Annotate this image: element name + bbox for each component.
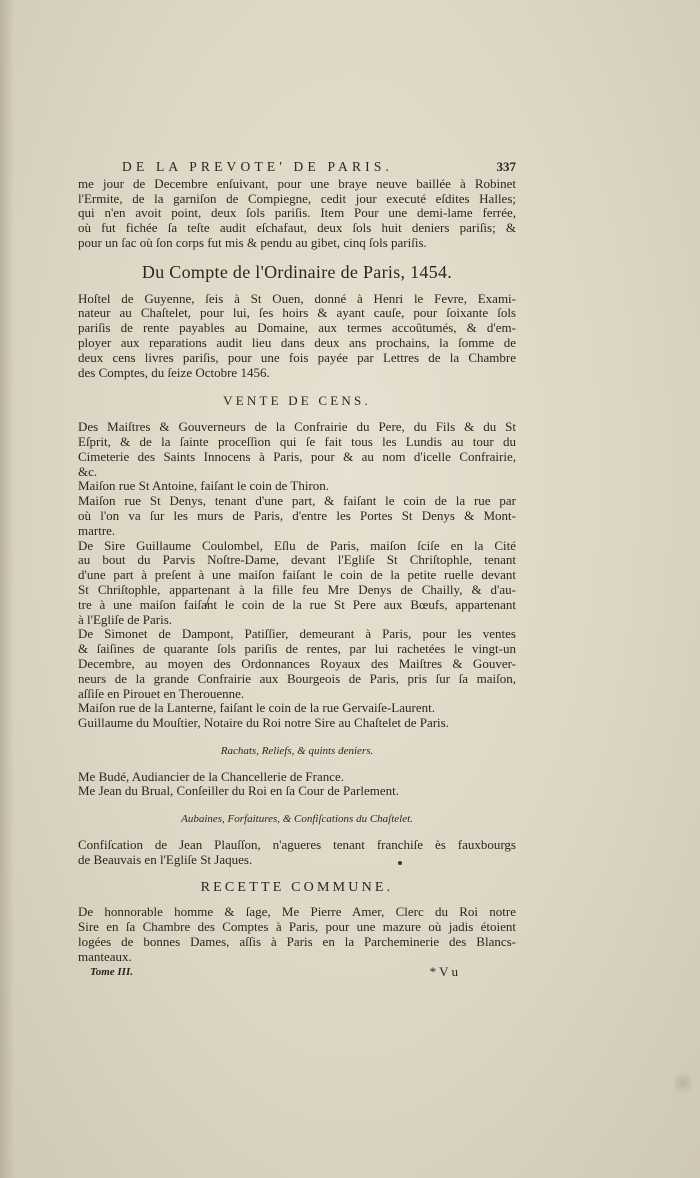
text-line: &c. — [78, 463, 98, 479]
text-line: manteaux. — [78, 948, 132, 964]
text-line: aſſiſe en Pirouet en Therouenne. — [78, 685, 245, 701]
dampont-entry — [78, 627, 516, 701]
running-title: DE LA PREVOTE' DE PARIS. — [122, 159, 394, 174]
text-line: St Chriſtophle, appartenant à la fille feu Mre Denys de Chailly, & d'au- — [78, 581, 516, 597]
maison-lanterne-entry — [78, 701, 516, 716]
bude-entry — [78, 770, 516, 785]
text-line: qui n'en avoit point, deux ſols pariſis. Item Pour une demi-lame ferrée, — [78, 205, 516, 221]
page-footer — [78, 965, 516, 980]
text-line: à l'Egliſe de Paris. — [78, 611, 173, 627]
hostel-paragraph — [78, 292, 516, 381]
text-line: pour un ſac où ſon corps fut mis & pendu au gibet, cinq ſols pariſis. — [78, 234, 427, 250]
text-line: Confiſcation de Jean Plauſſon, n'agueres tenant franchiſe ès fauxbourgs — [78, 837, 516, 853]
maison-antoine-entry — [78, 479, 516, 494]
text-line: tre à une maiſon faiſant le coin de la rue St Pere aux Bœufs, appartenant — [78, 596, 516, 612]
text-line: ployer aux reparations audit lieu dans deux ans prochains, la ſomme de — [78, 334, 516, 350]
text-line: d'une part à preſent à une maiſon faiſant le coin de la petite ruelle devant — [78, 567, 516, 583]
text-line: De Simonet de Dampont, Patiſſier, demeurant à Paris, pour les ventes — [78, 626, 516, 642]
text-line: Des Maiſtres & Gouverneurs de la Confrairie du Pere, du Fils & du St — [78, 419, 516, 435]
text-line: me jour de Decembre enſuivant, pour une braye neuve baillée à Robinet — [78, 175, 516, 191]
text-line: martre. — [78, 522, 116, 538]
text-line: De honnorable homme & ſage, Me Pierre Amer, Clerc du Roi notre — [78, 904, 516, 920]
text-line: Me Jean du Brual, Conſeiller du Roi en ſa Cour de Parlement. — [78, 783, 399, 799]
opening-paragraph — [78, 177, 516, 251]
text-line: pariſis de rente payables au Domaine, aux termes accoûtumés, & d'em- — [78, 320, 516, 336]
text-line: Maiſon rue St Denys, tenant d'une part, & faiſant le coin de la rue par — [78, 493, 516, 509]
volume-label: Tome III. — [90, 965, 133, 978]
text-line: au bout du Parvis Noſtre-Dame, devant l'Egliſe St Chriſtophle, tenant — [78, 552, 516, 568]
text-line: l'Ermite, de la garniſon de Compiegne, cedit jour executé eſdites Halles; — [78, 190, 516, 206]
text-line: nateur au Chaſtelet, pour lui, ſes hoirs & ayant cauſe, pour ſoixante ſols — [78, 305, 516, 321]
binding-shadow — [0, 0, 14, 1178]
moustier-entry — [78, 716, 516, 731]
maistres-paragraph — [78, 420, 516, 479]
text-line: & ſaiſines de quarante ſols pariſis de rentes, par lui rachetées le vingt-un — [78, 641, 516, 657]
amer-entry — [78, 905, 516, 964]
signature-mark: * V u — [429, 963, 458, 979]
text-line: Me Budé, Audiancier de la Chancellerie de France. — [78, 768, 345, 784]
text-line: Decembre, au moyen des Ordonnances Royaux des Maiſtres & Gouver- — [78, 655, 516, 671]
text-line: logées de bonnes Dames, aſſis à Paris en la Parcheminerie des Blancs- — [78, 934, 516, 950]
page-number: 337 — [496, 159, 516, 174]
brual-entry — [78, 784, 516, 799]
maison-denys-entry — [78, 494, 516, 538]
text-line: Maiſon rue de la Lanterne, faiſant le coin de la rue Gervaiſe-Laurent. — [78, 700, 435, 716]
paper-stain — [674, 1068, 692, 1098]
vente-heading: VENTE DE CENS. — [223, 393, 371, 409]
plausson-entry — [78, 838, 516, 868]
coulombel-entry — [78, 539, 516, 628]
running-head — [78, 160, 516, 175]
text-line: où l'on va ſur les murs de Paris, d'entre les Portes St Denys & Mont- — [78, 507, 516, 523]
text-line: deux cens livres pariſis, pour une fois payée par Lettres de la Chambre — [78, 349, 516, 365]
text-line: où fut fichée ſa teſte audit eſchafaut, deux ſols huit deniers pariſis; & — [78, 220, 516, 236]
text-line: Eſprit, & de la ſainte proceſſion qui ſe fait tous les Lundis au tour du — [78, 433, 516, 449]
text-line: Sire en ſa Chambre des Comptes à Paris, pour une mazure où jadis étoient — [78, 919, 516, 935]
text-line: Cimeterie des Saints Innocens à Paris, pour & au nom d'icelle Confrairie, — [78, 448, 516, 464]
text-line: Guillaume du Mouſtier, Notaire du Roi notre Sire au Chaſtelet de Paris. — [78, 715, 449, 731]
text-line: Hoſtel de Guyenne, ſeis à St Ouen, donné à Henri le Fevre, Exami- — [78, 290, 516, 306]
aubaines-heading: Aubaines, Forfaitures, & Confiſcations du Chaſtelet. — [181, 813, 413, 826]
rachats-heading: Rachats, Reliefs, & quints deniers. — [220, 744, 374, 757]
text-line: des Comptes, du ſeize Octobre 1456. — [78, 364, 270, 380]
recette-heading: RECETTE COMMUNE. — [200, 879, 394, 895]
text-line: Maiſon rue St Antoine, faiſant le coin de Thiron. — [78, 478, 330, 494]
text-block — [78, 160, 516, 979]
text-line: neurs de la grande Confrairie aux Bourgeois de Paris, pris ſur ſa maiſon, — [78, 670, 516, 686]
text-line: de Beauvais en l'Egliſe St Jaques. — [78, 851, 253, 867]
text-line: De Sire Guillaume Coulombel, Eſlu de Paris, maiſon ſciſe en la Cité — [78, 537, 516, 553]
compte-heading: Du Compte de l'Ordinaire de Paris, 1454. — [141, 261, 453, 282]
